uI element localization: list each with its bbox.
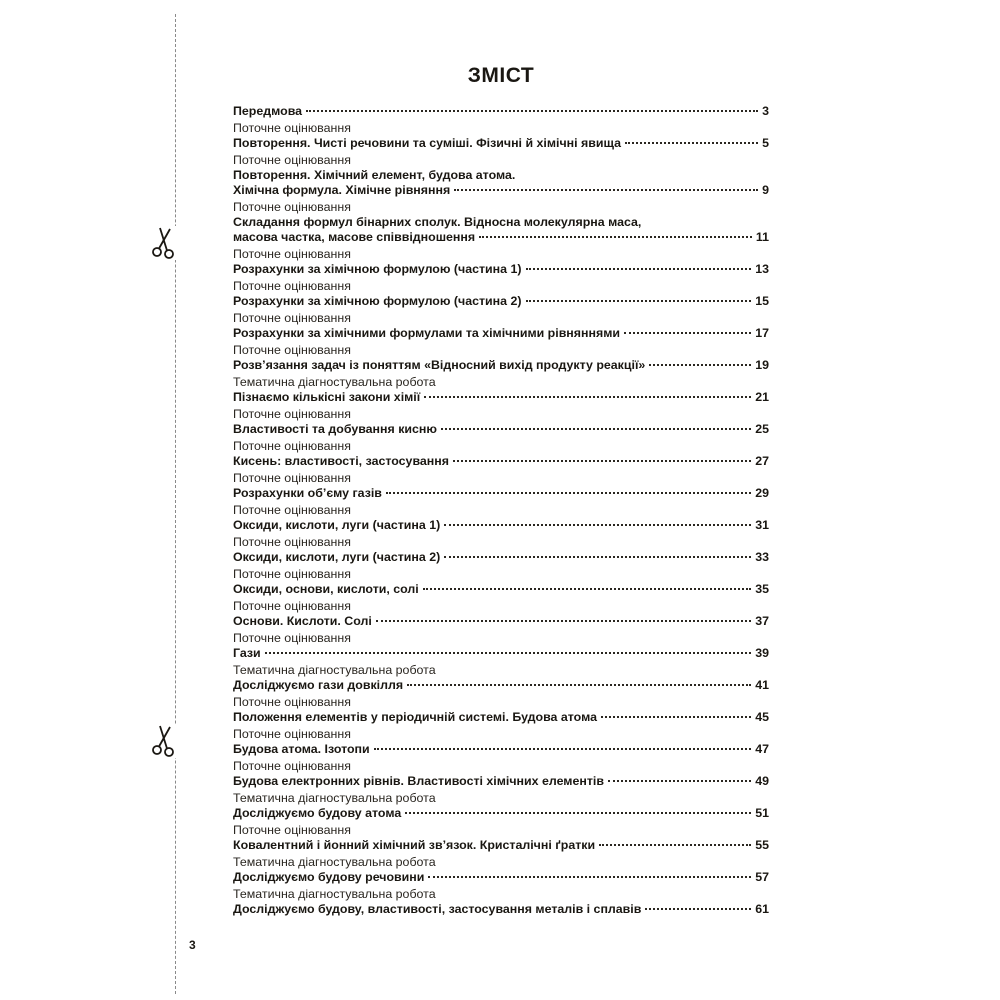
toc-entry-title: Основи. Кислоти. Солі bbox=[233, 614, 372, 629]
dot-leader bbox=[645, 908, 751, 910]
toc-entry-category: Поточне оцінювання bbox=[233, 200, 351, 214]
toc-entry-page: 35 bbox=[755, 582, 769, 597]
toc-entry-row bbox=[233, 614, 769, 629]
cut-line bbox=[175, 14, 176, 994]
toc-entry bbox=[233, 823, 769, 853]
toc-entry-page: 51 bbox=[755, 806, 769, 821]
toc-entry bbox=[233, 631, 769, 661]
toc-entry-category: Тематична діагностувальна робота bbox=[233, 855, 436, 870]
toc-entry-title: Хімічна формула. Хімічне рівняння bbox=[233, 183, 451, 198]
toc-entry-category: Поточне оцінювання bbox=[233, 407, 351, 422]
toc-entry-row bbox=[233, 806, 769, 821]
toc-entry-title: Будова електронних рівнів. Властивості хімічних елементів bbox=[233, 774, 604, 789]
toc-entry-row bbox=[233, 454, 769, 469]
toc-entry-row bbox=[233, 136, 769, 151]
toc-entry-title: Досліджуємо будову атома bbox=[233, 806, 402, 821]
dot-leader bbox=[526, 300, 752, 302]
toc-entry-row bbox=[233, 550, 769, 565]
toc-entry bbox=[233, 663, 769, 693]
toc-entry bbox=[233, 311, 769, 341]
toc-entry-category: Поточне оцінювання bbox=[233, 439, 351, 454]
toc-entry-title: Повторення. Хімічний елемент, будова атома. bbox=[233, 168, 516, 182]
toc-entry bbox=[233, 855, 769, 885]
toc-entry-title: Розрахунки за хімічною формулою (частина 1) bbox=[233, 262, 522, 277]
dot-leader bbox=[405, 812, 751, 814]
toc-entry-category: Поточне оцінювання bbox=[233, 152, 351, 167]
toc-entry-row bbox=[233, 678, 769, 693]
dot-leader bbox=[423, 588, 751, 590]
toc-entry-title: Розрахунки за хімічною формулою (частина 2) bbox=[233, 294, 522, 309]
toc-entry-row bbox=[233, 774, 769, 789]
toc-entry-title: Ковалентний і йонний хімічний зв’язок. Кристалічні ґратки bbox=[233, 838, 596, 853]
toc-entry-page: 39 bbox=[755, 646, 769, 661]
dot-leader bbox=[306, 110, 758, 112]
dot-leader bbox=[374, 748, 752, 750]
toc-entry bbox=[233, 727, 769, 757]
toc-entry-row bbox=[233, 742, 769, 757]
dot-leader bbox=[444, 556, 751, 558]
toc-entry-title: Оксиди, кислоти, луги (частина 2) bbox=[233, 550, 441, 565]
toc-entry-category: Поточне оцінювання bbox=[233, 759, 351, 774]
scissors-icon bbox=[150, 226, 178, 260]
toc-entry-category: Поточне оцінювання bbox=[233, 471, 351, 486]
toc-entry bbox=[233, 535, 769, 565]
toc-entry-row bbox=[233, 294, 769, 309]
dot-leader bbox=[526, 268, 752, 270]
dot-leader bbox=[479, 236, 752, 238]
toc-entry-row bbox=[233, 358, 769, 373]
toc-entry-page: 15 bbox=[755, 294, 769, 309]
toc-entry bbox=[233, 200, 769, 246]
toc-entry-title: Кисень: властивості, застосування bbox=[233, 454, 449, 469]
toc-entry-row bbox=[233, 262, 769, 277]
toc-entry-category: Поточне оцінювання bbox=[233, 279, 351, 294]
toc-entry-category: Тематична діагностувальна робота bbox=[233, 375, 436, 390]
toc-entry-row bbox=[233, 326, 769, 341]
dot-leader bbox=[624, 332, 751, 334]
toc-entry-page: 17 bbox=[755, 326, 769, 341]
toc-entry-title: Властивості та добування кисню bbox=[233, 422, 437, 437]
toc-entry-title: Досліджуємо будову, властивості, застосування металів і сплавів bbox=[233, 902, 642, 917]
toc-entry-category: Поточне оцінювання bbox=[233, 823, 351, 838]
page-number: 3 bbox=[189, 938, 196, 952]
dot-leader bbox=[424, 396, 751, 398]
toc-entry bbox=[233, 375, 769, 405]
toc-entry-row bbox=[233, 710, 769, 725]
toc-entry-category: Поточне оцінювання bbox=[233, 311, 351, 326]
toc-entry-title: Розрахунки за хімічними формулами та хімічними рівняннями bbox=[233, 326, 621, 341]
dot-leader bbox=[454, 189, 758, 191]
toc-entry-title: Гази bbox=[233, 646, 261, 661]
toc-entry-page: 9 bbox=[762, 183, 769, 198]
toc-entry-category: Поточне оцінювання bbox=[233, 567, 351, 582]
toc-entry-title: Передмова bbox=[233, 104, 303, 118]
dot-leader bbox=[444, 524, 751, 526]
toc-entry-page: 57 bbox=[755, 870, 769, 885]
toc-entry-page: 3 bbox=[762, 104, 769, 118]
toc-entry-page: 55 bbox=[755, 838, 769, 853]
dot-leader bbox=[599, 844, 751, 846]
toc-entry-page: 47 bbox=[755, 742, 769, 757]
toc-entry-title: Досліджуємо гази довкілля bbox=[233, 678, 404, 693]
toc-entry-title: Складання формул бінарних сполук. Відносна молекулярна маса, bbox=[233, 215, 642, 230]
toc-entry-category: Тематична діагностувальна робота bbox=[233, 663, 436, 678]
toc-entry-category: Поточне оцінювання bbox=[233, 247, 351, 262]
toc-entry-page: 45 bbox=[755, 710, 769, 725]
toc-entry-category: Поточне оцінювання bbox=[233, 535, 351, 550]
toc-entry-row bbox=[233, 183, 769, 198]
toc-entry bbox=[233, 599, 769, 629]
toc-entry-row bbox=[233, 230, 769, 245]
toc-entry-category: Поточне оцінювання bbox=[233, 631, 351, 646]
toc-entry bbox=[233, 791, 769, 821]
toc-entry bbox=[233, 503, 769, 533]
toc-entry-category: Поточне оцінювання bbox=[233, 727, 351, 742]
toc-entry-page: 29 bbox=[755, 486, 769, 501]
dot-leader bbox=[453, 460, 751, 462]
toc-entry bbox=[233, 439, 769, 469]
toc-entry-category: Поточне оцінювання bbox=[233, 503, 351, 518]
dot-leader bbox=[608, 780, 751, 782]
page-title: ЗМІСТ bbox=[467, 64, 535, 87]
toc-entry-row bbox=[233, 646, 769, 661]
toc-entry bbox=[233, 279, 769, 309]
toc-entry bbox=[233, 471, 769, 501]
toc-entry-title: Будова атома. Ізотопи bbox=[233, 742, 370, 757]
dot-leader bbox=[601, 716, 751, 718]
toc-entry bbox=[233, 759, 769, 789]
toc-entry-row bbox=[233, 390, 769, 405]
toc-entry-row bbox=[233, 838, 769, 853]
toc-entry bbox=[233, 247, 769, 277]
toc-entry-page: 41 bbox=[755, 678, 769, 693]
dot-leader bbox=[407, 684, 751, 686]
toc-entry-page: 11 bbox=[755, 230, 769, 245]
toc-entry-page: 21 bbox=[755, 390, 769, 405]
toc-entry-row bbox=[233, 518, 769, 533]
toc-entry-title: Досліджуємо будову речовини bbox=[233, 870, 425, 885]
toc-entry-title: Оксиди, основи, кислоти, солі bbox=[233, 582, 419, 597]
toc-entry-page: 61 bbox=[755, 902, 769, 917]
toc-entry-page: 31 bbox=[755, 518, 769, 533]
toc-entry-row bbox=[233, 902, 769, 917]
toc-entry bbox=[233, 407, 769, 437]
toc-entry-title: масова частка, масове співвідношення bbox=[233, 230, 476, 245]
toc-entry-title: Повторення. Чисті речовини та суміші. Фізичні й хімічні явища bbox=[233, 136, 621, 150]
table-of-contents bbox=[233, 104, 769, 919]
toc-entry-page: 5 bbox=[762, 136, 769, 150]
dot-leader bbox=[649, 364, 751, 366]
toc-entry-category: Поточне оцінювання bbox=[233, 120, 351, 135]
toc-entry-row bbox=[233, 582, 769, 597]
toc-entry-title: Розв’язання задач із поняттям «Відносний вихід продукту реакції» bbox=[233, 358, 646, 373]
toc-entry-category: Тематична діагностувальна робота bbox=[233, 887, 436, 902]
toc-entry-title: Розрахунки об’єму газів bbox=[233, 486, 382, 501]
toc-entry bbox=[233, 121, 769, 151]
toc-entry bbox=[233, 887, 769, 917]
toc-entry bbox=[233, 343, 769, 373]
toc-entry-page: 27 bbox=[755, 454, 769, 469]
toc-entry-page: 33 bbox=[755, 550, 769, 565]
toc-entry bbox=[233, 104, 769, 119]
dot-leader bbox=[625, 142, 758, 144]
toc-entry bbox=[233, 695, 769, 725]
toc-entry-title: Пізнаємо кількісні закони хімії bbox=[233, 390, 421, 405]
toc-entry-page: 37 bbox=[755, 614, 769, 629]
toc-entry-title: Положення елементів у періодичній системі. Будова атома bbox=[233, 710, 597, 725]
toc-entry bbox=[233, 567, 769, 597]
toc-entry-row bbox=[233, 870, 769, 885]
dot-leader bbox=[386, 492, 751, 494]
toc-entry-category: Тематична діагностувальна робота bbox=[233, 791, 436, 806]
toc-entry-title: Оксиди, кислоти, луги (частина 1) bbox=[233, 518, 441, 533]
toc-entry-category: Поточне оцінювання bbox=[233, 695, 351, 710]
toc-entry-category: Поточне оцінювання bbox=[233, 343, 351, 358]
dot-leader bbox=[441, 428, 751, 430]
toc-entry-category: Поточне оцінювання bbox=[233, 599, 351, 614]
toc-entry-row bbox=[233, 486, 769, 501]
toc-entry-page: 13 bbox=[755, 262, 769, 277]
dot-leader bbox=[265, 652, 752, 654]
toc-entry-page: 25 bbox=[755, 422, 769, 437]
dot-leader bbox=[428, 876, 751, 878]
toc-entry-page: 19 bbox=[755, 358, 769, 373]
toc-entry-row bbox=[233, 104, 769, 119]
toc-entry-page: 49 bbox=[755, 774, 769, 789]
toc-entry bbox=[233, 153, 769, 199]
toc-entry-row bbox=[233, 422, 769, 437]
scissors-icon bbox=[150, 724, 178, 758]
dot-leader bbox=[376, 620, 751, 622]
